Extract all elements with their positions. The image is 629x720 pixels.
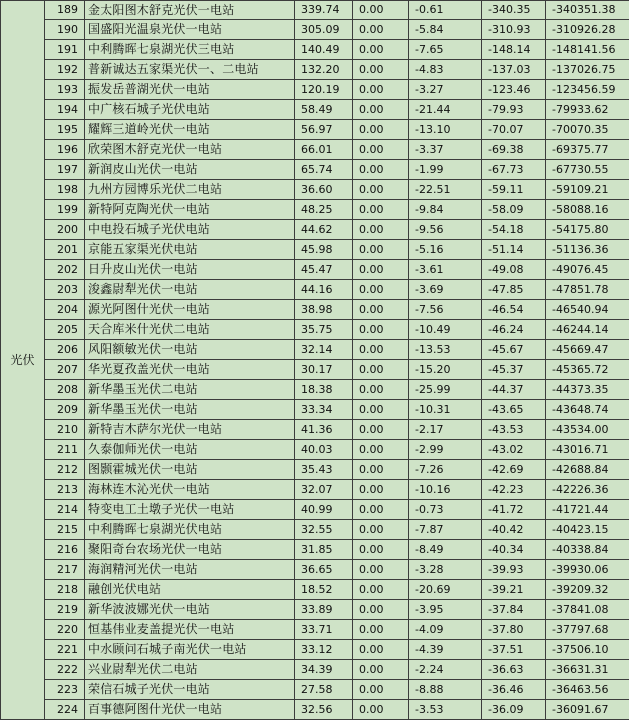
- cell-col-a: -9.84: [409, 200, 482, 220]
- cell-num: 215: [45, 520, 85, 540]
- cell-zero: 0.00: [353, 260, 409, 280]
- cell-num: 199: [45, 200, 85, 220]
- cell-num: 223: [45, 680, 85, 700]
- cell-capacity: 40.99: [295, 500, 353, 520]
- cell-col-b: -39.21: [482, 580, 546, 600]
- cell-col-a: -10.31: [409, 400, 482, 420]
- cell-zero: 0.00: [353, 440, 409, 460]
- cell-name: 新特吉木萨尔光伏一电站: [85, 420, 295, 440]
- cell-col-c: -70070.35: [546, 120, 629, 140]
- cell-capacity: 27.58: [295, 680, 353, 700]
- cell-name: 普新诚达五家渠光伏一、二电站: [85, 60, 295, 80]
- cell-name: 恒基伟业麦盖提光伏一电站: [85, 620, 295, 640]
- cell-name: 国盛阳光温泉光伏一电站: [85, 20, 295, 40]
- cell-name: 久泰伽师光伏一电站: [85, 440, 295, 460]
- cell-col-a: -5.16: [409, 240, 482, 260]
- cell-name: 新华墨玉光伏一电站: [85, 400, 295, 420]
- cell-capacity: 48.25: [295, 200, 353, 220]
- cell-col-c: -340351.38: [546, 1, 629, 20]
- cell-name: 新华墨玉光伏二电站: [85, 380, 295, 400]
- cell-name: 图颢霍城光伏一电站: [85, 460, 295, 480]
- table-row: [1, 640, 629, 660]
- cell-col-c: -46540.94: [546, 300, 629, 320]
- cell-zero: 0.00: [353, 100, 409, 120]
- cell-col-c: -42226.36: [546, 480, 629, 500]
- cell-name: 特变电工土墩子光伏一电站: [85, 500, 295, 520]
- cell-zero: 0.00: [353, 380, 409, 400]
- cell-capacity: 41.36: [295, 420, 353, 440]
- cell-col-a: -5.84: [409, 20, 482, 40]
- table-row: [1, 100, 629, 120]
- cell-col-a: -0.73: [409, 500, 482, 520]
- cell-num: 217: [45, 560, 85, 580]
- cell-col-c: -40423.15: [546, 520, 629, 540]
- cell-name: 海林连木沁光伏一电站: [85, 480, 295, 500]
- cell-num: 208: [45, 380, 85, 400]
- cell-num: 219: [45, 600, 85, 620]
- cell-col-a: -2.24: [409, 660, 482, 680]
- cell-col-b: -310.93: [482, 20, 546, 40]
- cell-num: 222: [45, 660, 85, 680]
- table-row: [1, 540, 629, 560]
- cell-zero: 0.00: [353, 340, 409, 360]
- cell-col-c: -69375.77: [546, 140, 629, 160]
- cell-col-c: -137026.75: [546, 60, 629, 80]
- cell-col-b: -37.84: [482, 600, 546, 620]
- table-row: [1, 600, 629, 620]
- cell-col-a: -10.16: [409, 480, 482, 500]
- cell-col-b: -45.37: [482, 360, 546, 380]
- cell-zero: 0.00: [353, 280, 409, 300]
- cell-col-a: -3.95: [409, 600, 482, 620]
- cell-zero: 0.00: [353, 220, 409, 240]
- cell-zero: 0.00: [353, 1, 409, 20]
- cell-zero: 0.00: [353, 420, 409, 440]
- cell-num: 204: [45, 300, 85, 320]
- table-row: [1, 180, 629, 200]
- table-row: [1, 420, 629, 440]
- cell-num: 192: [45, 60, 85, 80]
- table-row: [1, 460, 629, 480]
- cell-zero: 0.00: [353, 620, 409, 640]
- cell-col-a: -2.99: [409, 440, 482, 460]
- cell-zero: 0.00: [353, 560, 409, 580]
- cell-name: 新特阿克陶光伏一电站: [85, 200, 295, 220]
- cell-col-b: -40.34: [482, 540, 546, 560]
- table-row: [1, 680, 629, 700]
- cell-zero: 0.00: [353, 640, 409, 660]
- table-row: [1, 520, 629, 540]
- category-cell: 光伏: [1, 1, 45, 720]
- cell-capacity: 33.12: [295, 640, 353, 660]
- cell-capacity: 33.89: [295, 600, 353, 620]
- table-row: [1, 60, 629, 80]
- cell-col-c: -79933.62: [546, 100, 629, 120]
- table-row: [1, 320, 629, 340]
- cell-capacity: 132.20: [295, 60, 353, 80]
- cell-zero: 0.00: [353, 500, 409, 520]
- cell-capacity: 120.19: [295, 80, 353, 100]
- cell-name: 新华波波娜光伏一电站: [85, 600, 295, 620]
- cell-col-c: -37841.08: [546, 600, 629, 620]
- cell-capacity: 34.39: [295, 660, 353, 680]
- cell-capacity: 44.62: [295, 220, 353, 240]
- cell-col-c: -45669.47: [546, 340, 629, 360]
- cell-col-a: -7.26: [409, 460, 482, 480]
- table-row: [1, 400, 629, 420]
- cell-num: 216: [45, 540, 85, 560]
- cell-name: 海润精河光伏一电站: [85, 560, 295, 580]
- cell-name: 源光阿图什光伏一电站: [85, 300, 295, 320]
- cell-name: 浚鑫尉犁光伏一电站: [85, 280, 295, 300]
- cell-capacity: 58.49: [295, 100, 353, 120]
- cell-col-c: -40338.84: [546, 540, 629, 560]
- table-row: [1, 300, 629, 320]
- cell-capacity: 32.55: [295, 520, 353, 540]
- cell-col-b: -51.14: [482, 240, 546, 260]
- cell-col-a: -7.87: [409, 520, 482, 540]
- cell-col-b: -45.67: [482, 340, 546, 360]
- cell-zero: 0.00: [353, 300, 409, 320]
- cell-num: 198: [45, 180, 85, 200]
- cell-col-c: -39930.06: [546, 560, 629, 580]
- cell-col-b: -43.02: [482, 440, 546, 460]
- cell-name: 兴业尉犁光伏二电站: [85, 660, 295, 680]
- table-row: [1, 660, 629, 680]
- cell-zero: 0.00: [353, 580, 409, 600]
- cell-col-b: -69.38: [482, 140, 546, 160]
- cell-name: 耀辉三道岭光伏一电站: [85, 120, 295, 140]
- cell-zero: 0.00: [353, 540, 409, 560]
- table-row: [1, 200, 629, 220]
- cell-name: 融创光伏电站: [85, 580, 295, 600]
- cell-capacity: 56.97: [295, 120, 353, 140]
- cell-num: 205: [45, 320, 85, 340]
- cell-zero: 0.00: [353, 160, 409, 180]
- cell-name: 京能五家渠光伏电站: [85, 240, 295, 260]
- table-row: [1, 380, 629, 400]
- cell-col-c: -42688.84: [546, 460, 629, 480]
- cell-capacity: 32.07: [295, 480, 353, 500]
- cell-col-b: -37.80: [482, 620, 546, 640]
- cell-col-b: -49.08: [482, 260, 546, 280]
- cell-col-c: -36631.31: [546, 660, 629, 680]
- cell-capacity: 18.38: [295, 380, 353, 400]
- cell-col-c: -36091.67: [546, 700, 629, 720]
- cell-col-b: -40.42: [482, 520, 546, 540]
- cell-zero: 0.00: [353, 680, 409, 700]
- cell-name: 风阳额敏光伏一电站: [85, 340, 295, 360]
- table-row: [1, 280, 629, 300]
- cell-col-b: -42.23: [482, 480, 546, 500]
- cell-col-c: -43016.71: [546, 440, 629, 460]
- cell-name: 百事德阿图什光伏一电站: [85, 700, 295, 720]
- cell-col-b: -44.37: [482, 380, 546, 400]
- cell-num: 210: [45, 420, 85, 440]
- cell-col-b: -41.72: [482, 500, 546, 520]
- cell-col-a: -13.10: [409, 120, 482, 140]
- cell-name: 九州方园博乐光伏二电站: [85, 180, 295, 200]
- cell-col-c: -67730.55: [546, 160, 629, 180]
- cell-col-a: -0.61: [409, 1, 482, 20]
- cell-zero: 0.00: [353, 460, 409, 480]
- cell-capacity: 45.47: [295, 260, 353, 280]
- cell-col-c: -37797.68: [546, 620, 629, 640]
- cell-num: 202: [45, 260, 85, 280]
- cell-name: 中电投石城子光伏电站: [85, 220, 295, 240]
- cell-col-c: -43534.00: [546, 420, 629, 440]
- cell-num: 190: [45, 20, 85, 40]
- cell-col-c: -49076.45: [546, 260, 629, 280]
- cell-col-a: -25.99: [409, 380, 482, 400]
- cell-col-a: -3.27: [409, 80, 482, 100]
- cell-name: 中广核石城子光伏电站: [85, 100, 295, 120]
- cell-col-b: -70.07: [482, 120, 546, 140]
- cell-col-b: -36.09: [482, 700, 546, 720]
- cell-col-c: -54175.80: [546, 220, 629, 240]
- cell-col-a: -8.88: [409, 680, 482, 700]
- cell-capacity: 18.52: [295, 580, 353, 600]
- cell-col-a: -21.44: [409, 100, 482, 120]
- table-row: [1, 360, 629, 380]
- cell-col-c: -47851.78: [546, 280, 629, 300]
- table-row: [1, 40, 629, 60]
- cell-col-b: -36.46: [482, 680, 546, 700]
- cell-zero: 0.00: [353, 40, 409, 60]
- cell-num: 211: [45, 440, 85, 460]
- table-row: [1, 220, 629, 240]
- cell-capacity: 31.85: [295, 540, 353, 560]
- cell-name: 振发岳普湖光伏一电站: [85, 80, 295, 100]
- cell-capacity: 32.14: [295, 340, 353, 360]
- cell-capacity: 140.49: [295, 40, 353, 60]
- cell-col-a: -7.56: [409, 300, 482, 320]
- table-row: [1, 700, 629, 720]
- table-row: [1, 620, 629, 640]
- cell-num: 201: [45, 240, 85, 260]
- table-row: [1, 260, 629, 280]
- cell-zero: 0.00: [353, 360, 409, 380]
- cell-zero: 0.00: [353, 120, 409, 140]
- cell-capacity: 38.98: [295, 300, 353, 320]
- cell-capacity: 40.03: [295, 440, 353, 460]
- cell-capacity: 339.74: [295, 1, 353, 20]
- cell-col-a: -7.65: [409, 40, 482, 60]
- cell-col-b: -79.93: [482, 100, 546, 120]
- cell-col-b: -59.11: [482, 180, 546, 200]
- cell-col-a: -13.53: [409, 340, 482, 360]
- cell-zero: 0.00: [353, 320, 409, 340]
- cell-col-c: -43648.74: [546, 400, 629, 420]
- cell-num: 200: [45, 220, 85, 240]
- cell-zero: 0.00: [353, 200, 409, 220]
- cell-col-c: -37506.10: [546, 640, 629, 660]
- cell-col-b: -43.65: [482, 400, 546, 420]
- table-row: [1, 1, 629, 20]
- cell-capacity: 32.56: [295, 700, 353, 720]
- cell-capacity: 30.17: [295, 360, 353, 380]
- table-row: [1, 500, 629, 520]
- cell-capacity: 35.75: [295, 320, 353, 340]
- cell-num: 189: [45, 1, 85, 20]
- table-row: [1, 120, 629, 140]
- cell-num: 213: [45, 480, 85, 500]
- cell-col-c: -123456.59: [546, 80, 629, 100]
- cell-name: 金太阳图木舒克光伏一电站: [85, 1, 295, 20]
- cell-capacity: 33.34: [295, 400, 353, 420]
- cell-col-a: -9.56: [409, 220, 482, 240]
- table-row: [1, 20, 629, 40]
- cell-col-b: -67.73: [482, 160, 546, 180]
- cell-zero: 0.00: [353, 520, 409, 540]
- cell-col-c: -44373.35: [546, 380, 629, 400]
- cell-col-c: -36463.56: [546, 680, 629, 700]
- cell-name: 天合库米什光伏二电站: [85, 320, 295, 340]
- cell-col-a: -3.28: [409, 560, 482, 580]
- cell-zero: 0.00: [353, 600, 409, 620]
- cell-capacity: 45.98: [295, 240, 353, 260]
- cell-col-a: -10.49: [409, 320, 482, 340]
- cell-zero: 0.00: [353, 660, 409, 680]
- cell-num: 193: [45, 80, 85, 100]
- cell-name: 荣信石城子光伏一电站: [85, 680, 295, 700]
- cell-num: 191: [45, 40, 85, 60]
- table-row: [1, 480, 629, 500]
- cell-zero: 0.00: [353, 700, 409, 720]
- cell-num: 212: [45, 460, 85, 480]
- cell-col-a: -4.39: [409, 640, 482, 660]
- cell-num: 224: [45, 700, 85, 720]
- cell-name: 聚阳奇台农场光伏一电站: [85, 540, 295, 560]
- cell-num: 209: [45, 400, 85, 420]
- cell-capacity: 66.01: [295, 140, 353, 160]
- cell-col-a: -3.61: [409, 260, 482, 280]
- cell-col-c: -310926.28: [546, 20, 629, 40]
- cell-col-b: -54.18: [482, 220, 546, 240]
- table-row: [1, 580, 629, 600]
- cell-col-b: -39.93: [482, 560, 546, 580]
- cell-col-a: -3.53: [409, 700, 482, 720]
- cell-col-c: -41721.44: [546, 500, 629, 520]
- cell-col-b: -43.53: [482, 420, 546, 440]
- cell-col-c: -46244.14: [546, 320, 629, 340]
- cell-num: 221: [45, 640, 85, 660]
- cell-name: 中水顾问石城子南光伏一电站: [85, 640, 295, 660]
- cell-col-b: -148.14: [482, 40, 546, 60]
- cell-zero: 0.00: [353, 60, 409, 80]
- table-row: [1, 160, 629, 180]
- cell-capacity: 44.16: [295, 280, 353, 300]
- cell-col-a: -4.83: [409, 60, 482, 80]
- cell-name: 华光夏孜盖光伏一电站: [85, 360, 295, 380]
- cell-col-c: -58088.16: [546, 200, 629, 220]
- cell-zero: 0.00: [353, 480, 409, 500]
- cell-col-b: -47.85: [482, 280, 546, 300]
- cell-col-a: -20.69: [409, 580, 482, 600]
- cell-num: 206: [45, 340, 85, 360]
- cell-num: 196: [45, 140, 85, 160]
- cell-col-c: -45365.72: [546, 360, 629, 380]
- cell-capacity: 36.65: [295, 560, 353, 580]
- cell-col-a: -2.17: [409, 420, 482, 440]
- cell-col-b: -58.09: [482, 200, 546, 220]
- table-row: [1, 80, 629, 100]
- table-row: [1, 240, 629, 260]
- cell-num: 203: [45, 280, 85, 300]
- cell-col-a: -1.99: [409, 160, 482, 180]
- cell-col-a: -8.49: [409, 540, 482, 560]
- cell-num: 207: [45, 360, 85, 380]
- cell-num: 194: [45, 100, 85, 120]
- cell-col-b: -46.24: [482, 320, 546, 340]
- cell-name: 日升皮山光伏一电站: [85, 260, 295, 280]
- cell-zero: 0.00: [353, 180, 409, 200]
- cell-col-a: -3.69: [409, 280, 482, 300]
- cell-num: 220: [45, 620, 85, 640]
- cell-capacity: 305.09: [295, 20, 353, 40]
- cell-capacity: 65.74: [295, 160, 353, 180]
- cell-zero: 0.00: [353, 20, 409, 40]
- cell-name: 欣荣图木舒克光伏一电站: [85, 140, 295, 160]
- cell-num: 195: [45, 120, 85, 140]
- cell-col-a: -4.09: [409, 620, 482, 640]
- table-row: [1, 560, 629, 580]
- cell-num: 214: [45, 500, 85, 520]
- cell-col-a: -3.37: [409, 140, 482, 160]
- cell-name: 中利腾晖七泉湖光伏电站: [85, 520, 295, 540]
- table-row: [1, 140, 629, 160]
- cell-capacity: 36.60: [295, 180, 353, 200]
- cell-zero: 0.00: [353, 140, 409, 160]
- cell-col-a: -15.20: [409, 360, 482, 380]
- table-row: [1, 440, 629, 460]
- table-body: [1, 1, 629, 720]
- cell-col-b: -37.51: [482, 640, 546, 660]
- cell-col-b: -137.03: [482, 60, 546, 80]
- cell-col-c: -148141.56: [546, 40, 629, 60]
- cell-capacity: 35.43: [295, 460, 353, 480]
- cell-col-c: -51136.36: [546, 240, 629, 260]
- cell-num: 218: [45, 580, 85, 600]
- cell-capacity: 33.71: [295, 620, 353, 640]
- cell-col-b: -340.35: [482, 1, 546, 20]
- cell-name: 新润皮山光伏一电站: [85, 160, 295, 180]
- table-row: [1, 340, 629, 360]
- cell-zero: 0.00: [353, 240, 409, 260]
- cell-col-b: -42.69: [482, 460, 546, 480]
- cell-name: 中利腾晖七泉湖光伏三电站: [85, 40, 295, 60]
- cell-zero: 0.00: [353, 400, 409, 420]
- cell-col-b: -123.46: [482, 80, 546, 100]
- cell-zero: 0.00: [353, 80, 409, 100]
- cell-num: 197: [45, 160, 85, 180]
- cell-col-b: -46.54: [482, 300, 546, 320]
- cell-col-c: -39209.32: [546, 580, 629, 600]
- cell-col-b: -36.63: [482, 660, 546, 680]
- cell-col-c: -59109.21: [546, 180, 629, 200]
- cell-col-a: -22.51: [409, 180, 482, 200]
